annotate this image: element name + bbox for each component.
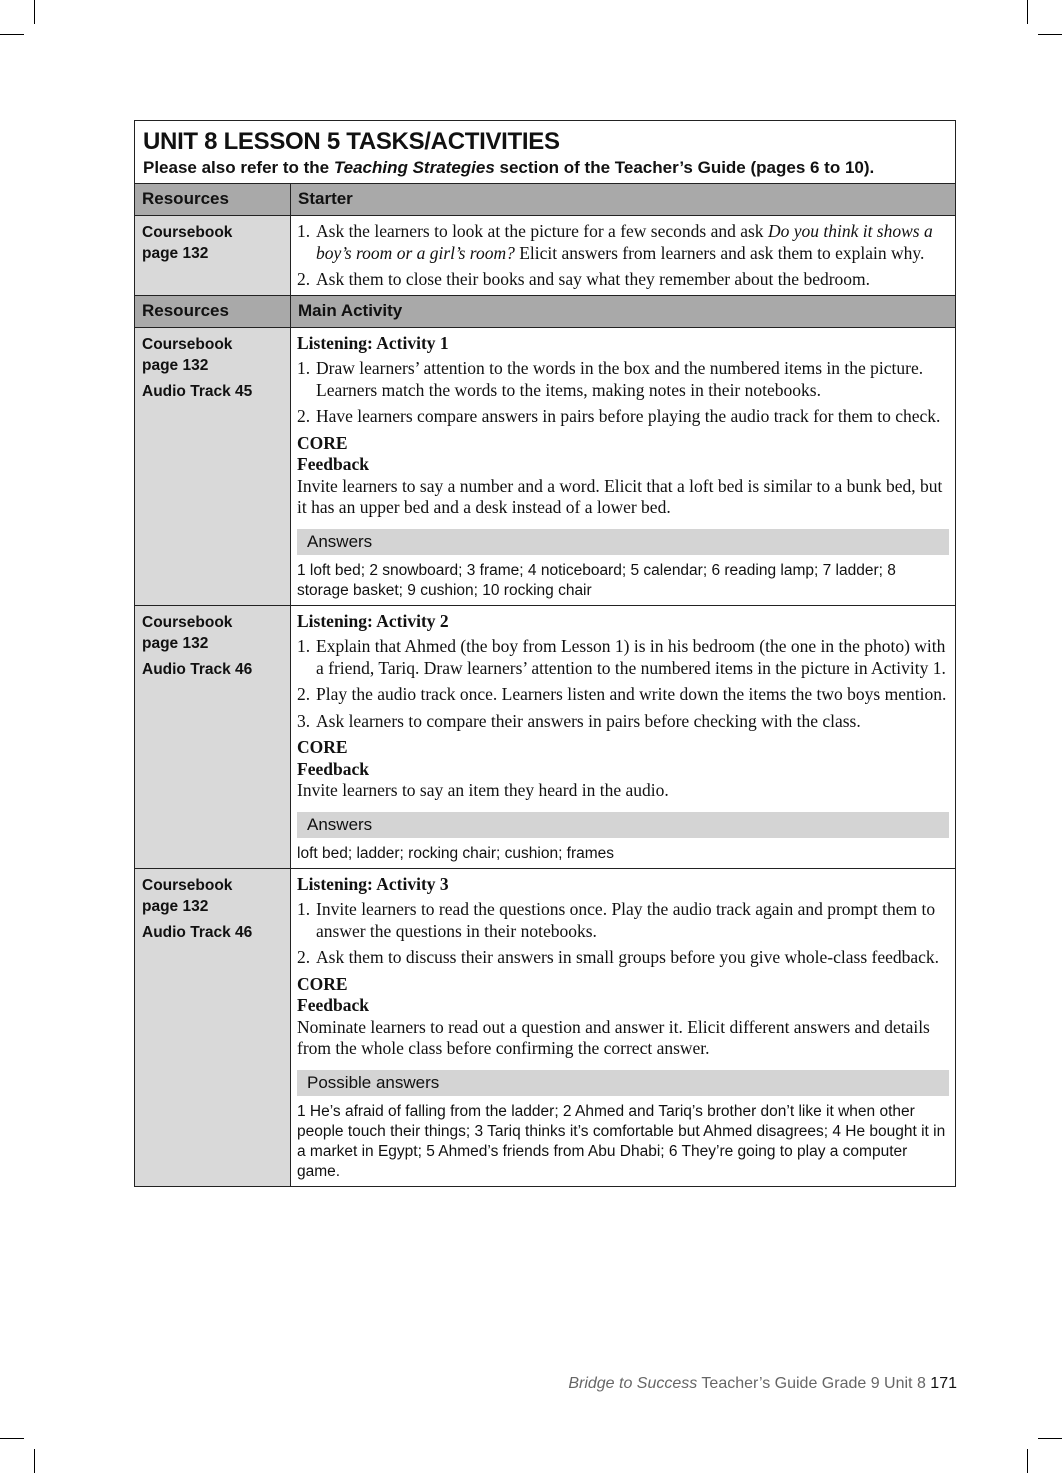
answers-header: Answers <box>297 529 949 555</box>
list-item <box>297 269 949 291</box>
list-item <box>297 684 949 706</box>
resource-line: page 132 <box>142 356 209 374</box>
item-text: Draw learners’ attention to the words in the box and the numbered items in the picture. Learners match the words to the items, making notes in their notebooks. <box>316 358 924 400</box>
title-block <box>135 121 955 184</box>
main-header-row <box>135 296 955 328</box>
audio-track: Audio Track 45 <box>142 382 253 400</box>
activity-row-3 <box>135 869 955 1186</box>
starter-row <box>135 216 955 296</box>
item-number: 1. <box>297 221 311 241</box>
resource-line: page 132 <box>142 245 209 262</box>
list-item <box>297 711 949 733</box>
activity-content <box>291 328 955 605</box>
item-text-italic: Do you think it shows a boy’s room or a girl’s room? <box>316 221 933 263</box>
activity-content <box>291 869 955 1186</box>
item-number: 3. <box>297 710 311 731</box>
list-item <box>297 221 949 264</box>
feedback-text: Invite learners to say a number and a word. Elicit that a loft bed is similar to a bunk bed, but it has an upper bed and a desk instead of a lower bed. <box>297 475 943 517</box>
footer-text: Teacher’s Guide Grade 9 Unit 8 <box>697 1375 931 1392</box>
item-number: 1. <box>297 636 311 656</box>
footer-book-title: Bridge to Success <box>568 1375 698 1392</box>
list-item <box>297 947 949 969</box>
page-number: 171 <box>930 1375 957 1392</box>
item-text: Ask learners to compare their answers in pairs before checking with the class. <box>316 710 861 731</box>
item-text: Ask them to discuss their answers in small groups before you give whole-class feedback. <box>316 947 940 967</box>
item-text: Explain that Ahmed (the boy from Lesson 1) is in his bedroom (the one in the photo) with a friend, Tariq. Draw learners’ attention to the numbered items in the picture in Activity 1. <box>316 636 946 678</box>
crop-mark <box>34 1449 35 1473</box>
starter-content <box>291 216 955 295</box>
answers-text: 1 He’s afraid of falling from the ladder; 2 Ahmed and Tariq’s brother don’t like it when other people touch their things; 3 Tariq thinks it’s comfortable but Ahmed disagrees; 4 He bought it in a market in Egypt; 5 Ahmed’s friends from Abu Dhabi; 6 They’re going to play a computer game. <box>297 1102 946 1180</box>
answers-text: loft bed; ladder; rocking chair; cushion; frames <box>297 844 615 862</box>
activity-content <box>291 606 955 868</box>
crop-mark <box>1027 1449 1028 1473</box>
main-activity-header: Main Activity <box>298 300 403 320</box>
core-label: CORE <box>297 973 348 994</box>
list-item <box>297 636 949 679</box>
core-label: CORE <box>297 432 348 453</box>
feedback-label: Feedback <box>297 454 369 474</box>
resource-line: Coursebook <box>142 224 233 241</box>
crop-mark <box>1038 34 1062 35</box>
feedback-text: Invite learners to say an item they heard in the audio. <box>297 780 669 800</box>
crop-mark <box>0 34 24 35</box>
lesson-table <box>134 120 956 1187</box>
item-number: 1. <box>297 899 311 919</box>
subtitle-text: Please also refer to the <box>143 158 334 177</box>
item-number: 2. <box>297 406 311 426</box>
subtitle-text: section of the Teacher’s Guide (pages 6 to 10). <box>494 158 875 177</box>
list-item <box>297 406 949 428</box>
page-title: UNIT 8 LESSON 5 TASKS/ACTIVITIES <box>143 128 560 155</box>
resources-cell <box>135 216 291 295</box>
list-item <box>297 899 949 942</box>
subtitle-italic: Teaching Strategies <box>333 158 495 177</box>
page-subtitle <box>143 157 947 179</box>
item-text-part: Ask the learners to look at the picture for a few seconds and ask <box>316 221 768 241</box>
feedback-text: Nominate learners to read out a question and answer it. Elicit different answers and details from the whole class before confirming the correct answer. <box>297 1016 930 1058</box>
item-number: 1. <box>297 358 311 378</box>
feedback-label: Feedback <box>297 995 369 1015</box>
list-item <box>297 358 949 401</box>
activity-row-2 <box>135 606 955 869</box>
resources-header: Resources <box>135 184 291 215</box>
audio-track: Audio Track 46 <box>142 923 253 941</box>
core-label: CORE <box>297 737 348 757</box>
resources-header: Resources <box>135 296 291 327</box>
activity-row-1 <box>135 328 955 606</box>
resource-line: page 132 <box>142 897 209 915</box>
page-footer <box>568 1375 957 1393</box>
resource-line: Coursebook <box>142 335 233 353</box>
activity-heading: Listening: Activity 1 <box>297 332 449 353</box>
resources-cell <box>135 328 291 605</box>
item-text <box>316 221 949 264</box>
item-text-part: Elicit answers from learners and ask them to explain why. <box>514 242 925 263</box>
resources-cell <box>135 869 291 1186</box>
answers-header: Possible answers <box>297 1070 949 1096</box>
starter-header: Starter <box>298 189 353 208</box>
activity-heading: Listening: Activity 3 <box>297 873 449 894</box>
resource-line: Coursebook <box>142 876 233 894</box>
resource-line: page 132 <box>142 634 209 652</box>
crop-mark <box>0 1438 24 1439</box>
answers-text: 1 loft bed; 2 snowboard; 3 frame; 4 noticeboard; 5 calendar; 6 reading lamp; 7 ladder; 8 storage basket; 9 cushion; 10 rocking chair <box>297 561 896 599</box>
crop-mark <box>1027 0 1028 24</box>
resources-cell <box>135 606 291 868</box>
crop-mark <box>1038 1438 1062 1439</box>
audio-track: Audio Track 46 <box>142 660 253 678</box>
item-text: Ask them to close their books and say what they remember about the bedroom. <box>316 269 871 289</box>
answers-header: Answers <box>297 812 949 838</box>
item-number: 2. <box>297 947 311 967</box>
crop-mark <box>34 0 35 24</box>
resource-line: Coursebook <box>142 613 233 631</box>
starter-header-row <box>135 184 955 216</box>
item-text: Play the audio track once. Learners listen and write down the items the two boys mention. <box>316 684 947 704</box>
item-text: Invite learners to read the questions once. Play the audio track again and prompt them to answer the questions in their notebooks. <box>316 899 936 941</box>
activity-heading: Listening: Activity 2 <box>297 610 449 631</box>
item-number: 2. <box>297 269 311 289</box>
feedback-label: Feedback <box>297 758 369 779</box>
item-text: Have learners compare answers in pairs before playing the audio track for them to check. <box>316 406 941 426</box>
item-number: 2. <box>297 684 311 704</box>
